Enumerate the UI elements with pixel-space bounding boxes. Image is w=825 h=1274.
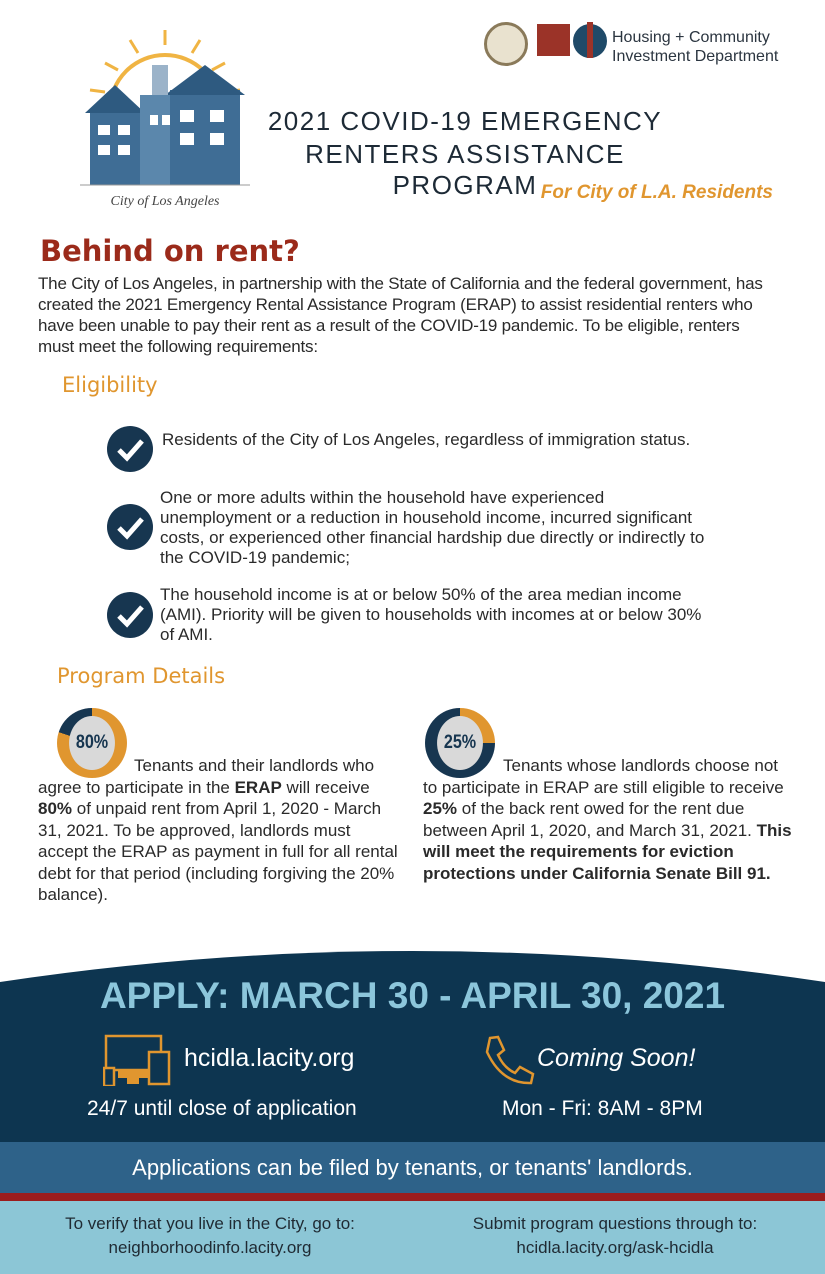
website-hours: 24/7 until close of application xyxy=(87,1097,357,1120)
eligibility-item: The household income is at or below 50% of the area median income (AMI). Priority will be given to households with incomes at or below 30% of AMI. xyxy=(160,585,702,644)
apply-dates: APPLY: MARCH 30 - APRIL 30, 2021 xyxy=(99,975,726,1016)
intro-body: The City of Los Angeles, in partnership with the State of California and the federal government, has created the 2021 Emergency Rental Assistance Program (ERAP) to assist residential renters who have been unable to pay their rent as a result of the COVID-19 pandemic. To be eligible, renters must meet the following requirements: xyxy=(38,274,763,356)
city-seal-icon xyxy=(484,22,528,66)
checkmark-icon xyxy=(107,426,153,472)
phone-icon xyxy=(482,1034,536,1088)
filers-note: Applications can be filed by tenants, or tenants' landlords. xyxy=(0,1142,825,1193)
percent-badge-25: 25% xyxy=(425,708,495,778)
program-questions: Submit program questions through to: hcidla.lacity.org/ask-hcidla xyxy=(420,1212,810,1260)
phone-hours: Mon - Fri: 8AM - 8PM xyxy=(502,1097,703,1120)
eligibility-item: Residents of the City of Los Angeles, regardless of immigration status. xyxy=(162,430,691,449)
program-details-heading: Program Details xyxy=(57,664,226,688)
eligibility-item: One or more adults within the household have experienced unemployment or a reduction in household income, incurred significant costs, or experienced other financial hardship due directly or indirectly to the COVID-19 pandemic; xyxy=(160,488,705,567)
percent-badge-80: 80% xyxy=(57,708,127,778)
hcid-logo xyxy=(537,24,607,60)
eligibility-heading: Eligibility xyxy=(62,373,158,397)
subtitle: For City of L.A. Residents xyxy=(540,182,773,203)
verify-residence: To verify that you live in the City, go to: neighborhoodinfo.lacity.org xyxy=(20,1212,400,1260)
intro-heading: Behind on rent? xyxy=(40,234,300,268)
devices-icon xyxy=(103,1034,173,1086)
department-name: Housing + Community Investment Department xyxy=(612,29,779,65)
program-title-line-1: 2021 COVID-19 EMERGENCY xyxy=(267,106,663,136)
verify-link[interactable]: neighborhoodinfo.lacity.org xyxy=(108,1238,312,1257)
website-link[interactable]: hcidla.lacity.org xyxy=(184,1044,355,1072)
svg-text:City of Los Angeles: City of Los Angeles xyxy=(110,194,220,209)
program-title-line-2: RENTERS ASSISTANCE PROGRAM xyxy=(305,139,625,200)
checkmark-icon xyxy=(107,504,153,550)
program-detail-right: Tenants whose landlords choose not to participate in ERAP are still eligible to receive 25% of the back rent owed for the rent due between April 1, 2020, and March 31, 2021. This will meet the requirements for eviction protections under California Senate Bill 91. xyxy=(423,756,792,883)
divider xyxy=(0,1193,825,1201)
program-detail-left: Tenants and their landlords who agree to participate in the ERAP will receive 80% of unpaid rent from April 1, 2020 - March 31, 2021. To be approved, landlords must accept the ERAP as payment in full for all rental debt for that period (including forgiving the 20% balance). xyxy=(38,756,398,904)
questions-link[interactable]: hcidla.lacity.org/ask-hcidla xyxy=(516,1238,714,1257)
checkmark-icon xyxy=(107,592,153,638)
phone-status: Coming Soon! xyxy=(537,1044,696,1072)
